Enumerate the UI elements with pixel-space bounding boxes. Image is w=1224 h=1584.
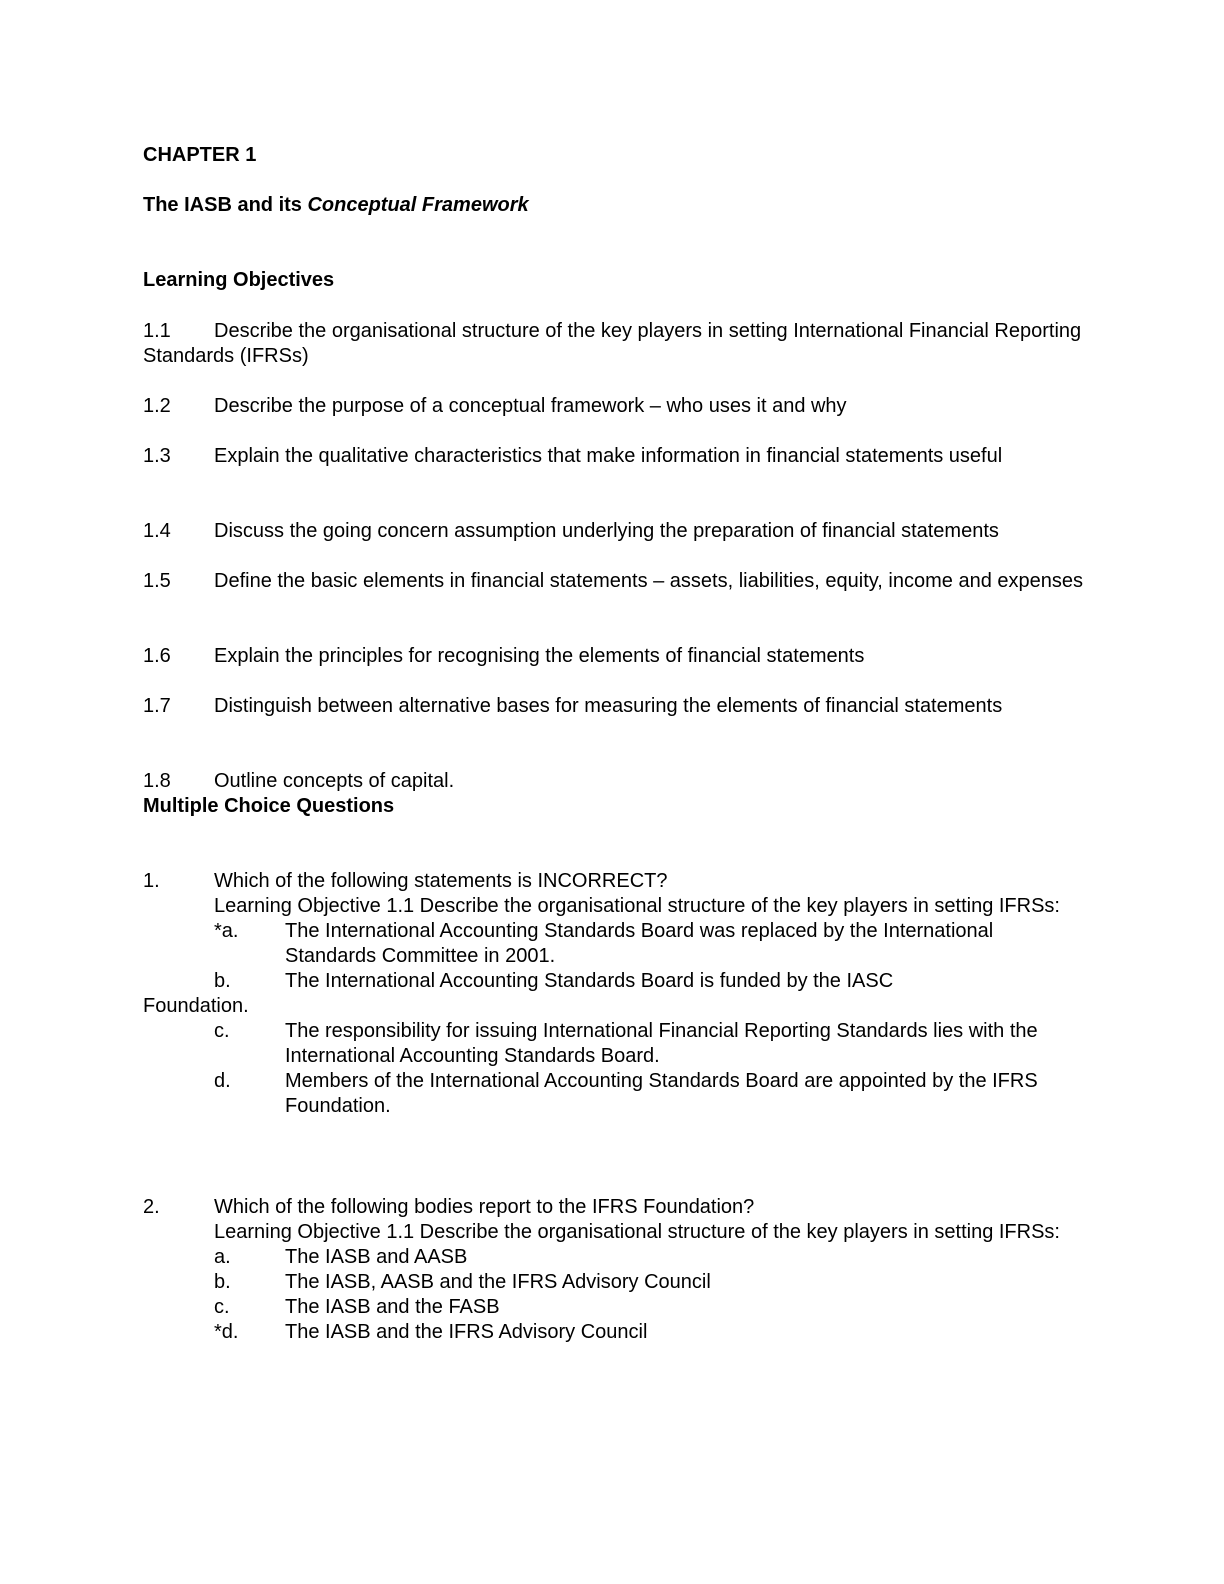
mcq-heading: Multiple Choice Questions xyxy=(143,795,395,817)
objective-1-5 xyxy=(143,569,1083,594)
objective-1-4 xyxy=(143,519,1083,544)
option-label: b. xyxy=(214,1271,231,1293)
objective-number: 1.1 xyxy=(143,320,171,342)
question-learning-objective: Learning Objective 1.1 Describe the organisational structure of the key players in setting IFRSs: xyxy=(214,1221,1060,1243)
option-label: b. xyxy=(214,970,231,992)
question-number: 1. xyxy=(143,870,160,892)
question-learning-objective: Learning Objective 1.1 Describe the organisational structure of the key players in setting IFRSs: xyxy=(214,895,1060,917)
question-2 xyxy=(143,1195,1083,1345)
objective-text: Define the basic elements in financial statements – assets, liabilities, equity, income and expenses xyxy=(214,570,1083,592)
option-label: c. xyxy=(214,1296,230,1318)
option-d xyxy=(214,1069,1083,1119)
chapter-title xyxy=(143,193,1083,218)
objective-1-6 xyxy=(143,644,1083,669)
option-text: The International Accounting Standards Board was replaced by the International Standards Committee in 2001. xyxy=(285,920,994,967)
option-label: c. xyxy=(214,1020,230,1042)
objective-number: 1.7 xyxy=(143,695,171,717)
chapter-label: CHAPTER 1 xyxy=(143,144,257,166)
objective-text: Describe the purpose of a conceptual framework – who uses it and why xyxy=(214,395,847,417)
question-text: Which of the following bodies report to the IFRS Foundation? xyxy=(214,1196,755,1218)
objective-1-1 xyxy=(143,319,1083,369)
option-text: The IASB and the FASB xyxy=(285,1296,500,1318)
objective-text: Distinguish between alternative bases for measuring the elements of financial statements xyxy=(214,695,1003,717)
option-label: d. xyxy=(214,1070,231,1092)
option-text: The IASB and the IFRS Advisory Council xyxy=(285,1321,648,1343)
objective-text: Explain the principles for recognising the elements of financial statements xyxy=(214,645,865,667)
option-text: The responsibility for issuing International Financial Reporting Standards lies with the International Accounting Standards Board. xyxy=(285,1020,1038,1067)
option-b xyxy=(214,1270,1083,1295)
objective-1-2 xyxy=(143,394,1083,419)
chapter-title-main: The IASB and its xyxy=(143,194,308,216)
option-text: Members of the International Accounting Standards Board are appointed by the IFRS Foundation. xyxy=(285,1070,1038,1117)
option-text: The IASB, AASB and the IFRS Advisory Council xyxy=(285,1271,711,1293)
option-a xyxy=(214,919,1083,969)
option-label: *d. xyxy=(214,1321,239,1343)
option-label: a. xyxy=(214,1246,231,1268)
objective-text: Discuss the going concern assumption underlying the preparation of financial statements xyxy=(214,520,999,542)
option-d xyxy=(214,1320,1083,1345)
objective-1-3 xyxy=(143,444,1083,469)
chapter-title-italic: Conceptual Framework xyxy=(307,194,529,216)
objective-number: 1.5 xyxy=(143,570,171,592)
objective-number: 1.3 xyxy=(143,445,171,467)
objective-1-7 xyxy=(143,694,1083,719)
option-a xyxy=(214,1245,1083,1270)
objective-number: 1.6 xyxy=(143,645,171,667)
question-1 xyxy=(143,869,1083,1119)
question-text: Which of the following statements is INCORRECT? xyxy=(214,870,668,892)
learning-objectives-heading: Learning Objectives xyxy=(143,269,335,291)
objective-number: 1.4 xyxy=(143,520,171,542)
option-text: The International Accounting Standards Board is funded by the IASC xyxy=(285,970,894,992)
option-b-wrap: Foundation. xyxy=(143,995,249,1017)
objective-text: Outline concepts of capital. xyxy=(214,770,455,792)
objective-text: Explain the qualitative characteristics that make information in financial statements useful xyxy=(214,445,1003,467)
option-label: *a. xyxy=(214,920,239,942)
objective-number: 1.8 xyxy=(143,770,171,792)
option-c xyxy=(214,1295,1083,1320)
objective-text: Describe the organisational structure of the key players in setting International Financial Reporting Standards (IFRSs) xyxy=(143,320,1082,367)
objective-1-8 xyxy=(143,769,1083,794)
question-number: 2. xyxy=(143,1196,160,1218)
option-text: The IASB and AASB xyxy=(285,1246,468,1268)
option-b xyxy=(214,969,1083,994)
objective-number: 1.2 xyxy=(143,395,171,417)
option-c xyxy=(214,1019,1083,1069)
